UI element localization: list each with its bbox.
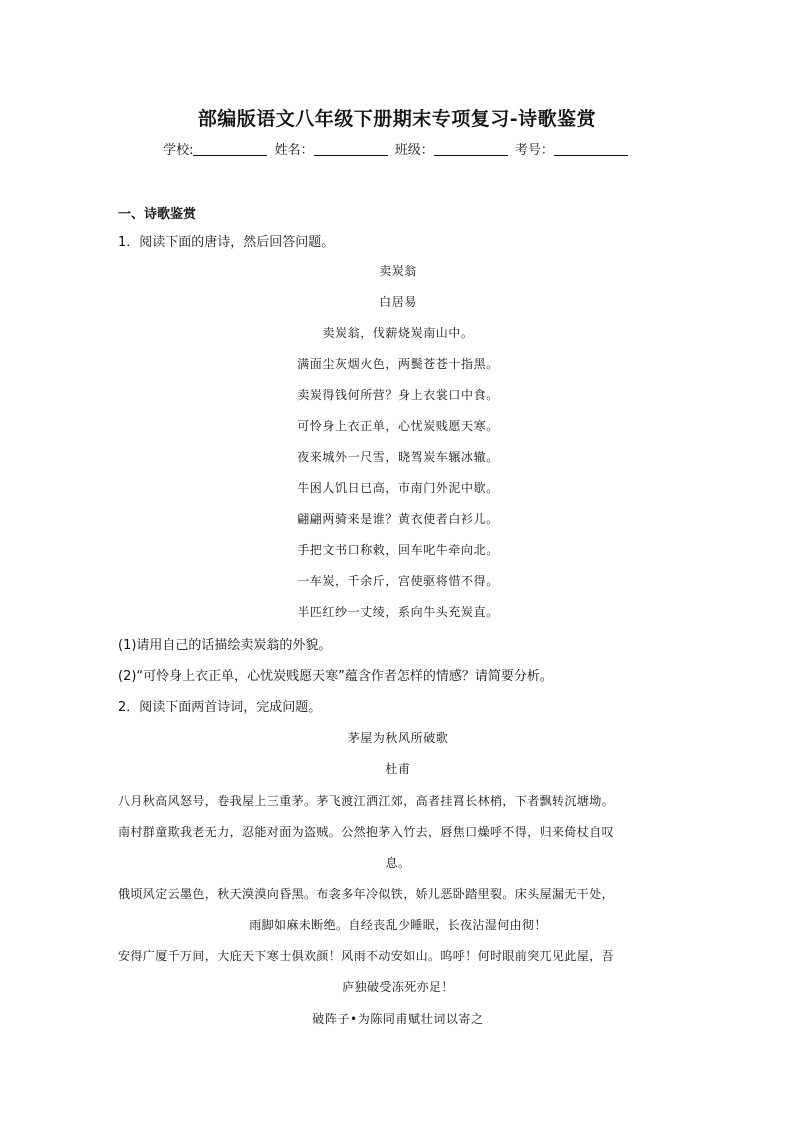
name-blank[interactable]	[314, 143, 388, 156]
question-1-prompt: 1．阅读下面的唐诗，然后回答问题。	[118, 235, 335, 250]
poem-line: 安得广厦千万间，大庇天下寒士俱欢颜！风雨不动安如山。呜呼！何时眼前突兀见此屋，吾	[118, 949, 615, 963]
poem-line: 卖炭得钱何所营？身上衣裳口中食。	[297, 388, 499, 402]
class-label: 班级：	[394, 143, 434, 158]
exam-no-label: 考号：	[514, 143, 554, 158]
school-label: 学校:	[163, 143, 194, 158]
student-info-line	[0, 139, 794, 158]
poem-line: 可怜身上衣正单，心忧炭贱愿天寒。	[297, 419, 499, 433]
poem-3-title: 破阵子•为陈同甫赋壮词以寄之	[312, 1012, 484, 1026]
poem-line: 半匹红纱一丈绫，系向牛头充炭直。	[297, 605, 499, 619]
poem-line: 牛困人饥日已高，市南门外泥中歇。	[297, 481, 499, 495]
question-1-sub-2: (2)“可怜身上衣正单，心忧炭贱愿天寒”蕴含作者怎样的情感？请简要分析。	[118, 669, 553, 684]
class-blank[interactable]	[434, 143, 508, 156]
page-title: 部编版语文八年级下册期末专项复习-诗歌鉴赏	[197, 108, 597, 130]
poem-line: 八月秋高风怒号，卷我屋上三重茅。茅飞渡江洒江郊，高者挂罥长林梢，下者飘转沉塘坳。	[118, 794, 615, 808]
poem-line: 翩翩两骑来是谁？黄衣使者白衫儿。	[297, 512, 499, 526]
exam-no-blank[interactable]	[554, 143, 628, 156]
poem-1-title: 卖炭翁	[379, 264, 417, 278]
poem-line: 雨脚如麻未断绝。自经丧乱少睡眠，长夜沾湿何由彻！	[249, 918, 547, 932]
school-blank[interactable]	[193, 143, 267, 156]
poem-line: 夜来城外一尺雪，晓驾炭车辗冰辙。	[297, 450, 499, 464]
question-1-sub-1: (1)请用自己的话描绘卖炭翁的外貌。	[118, 638, 332, 653]
poem-line: 满面尘灰烟火色，两鬓苍苍十指黑。	[297, 357, 499, 371]
poem-line: 庐独破受冻死亦足！	[342, 980, 454, 994]
poem-line: 手把文书口称敕，回车叱牛牵向北。	[297, 543, 499, 557]
question-2-prompt: 2．阅读下面两首诗词，完成问题。	[118, 700, 322, 715]
poem-line: 一车炭，千余斤，宫使驱将惜不得。	[297, 574, 499, 588]
poem-line: 卖炭翁，伐薪烧炭南山中。	[322, 326, 474, 340]
poem-line: 南村群童欺我老无力，忍能对面为盗贼。公然抱茅入竹去，唇焦口燥呼不得，归来倚杖自叹	[118, 825, 615, 839]
poem-1-author: 白居易	[379, 295, 417, 309]
poem-2-author: 杜甫	[385, 762, 411, 776]
poem-2-title: 茅屋为秋风所破歌	[347, 731, 449, 745]
poem-line: 俄顷风定云墨色，秋天漠漠向昏黑。布衾多年冷似铁，娇儿恶卧踏里裂。床头屋漏无干处，	[118, 887, 615, 901]
poem-line: 息。	[385, 856, 411, 870]
section-heading: 一、诗歌鉴赏	[118, 207, 197, 222]
name-label: 姓名：	[274, 143, 314, 158]
